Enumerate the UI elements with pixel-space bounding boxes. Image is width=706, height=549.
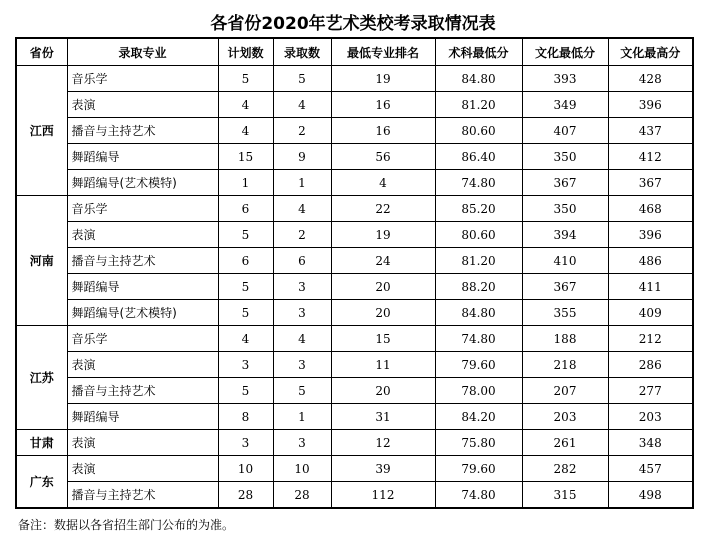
header-min-culture-score: 文化最低分 bbox=[522, 38, 608, 66]
major-cell: 表演 bbox=[67, 456, 218, 482]
major-cell: 表演 bbox=[67, 352, 218, 378]
min-culture-score-cell: 282 bbox=[522, 456, 608, 482]
header-max-culture-score: 文化最高分 bbox=[608, 38, 693, 66]
min-rank-cell: 20 bbox=[331, 378, 435, 404]
plan-cell: 1 bbox=[218, 170, 273, 196]
min-culture-score-cell: 207 bbox=[522, 378, 608, 404]
min-culture-score-cell: 349 bbox=[522, 92, 608, 118]
plan-cell: 15 bbox=[218, 144, 273, 170]
admitted-cell: 2 bbox=[273, 222, 331, 248]
min-culture-score-cell: 350 bbox=[522, 196, 608, 222]
min-art-score-cell: 84.80 bbox=[435, 300, 522, 326]
plan-cell: 5 bbox=[218, 300, 273, 326]
min-rank-cell: 20 bbox=[331, 274, 435, 300]
plan-cell: 5 bbox=[218, 222, 273, 248]
min-rank-cell: 22 bbox=[331, 196, 435, 222]
header-plan: 计划数 bbox=[218, 38, 273, 66]
min-rank-cell: 12 bbox=[331, 430, 435, 456]
table-row bbox=[16, 248, 693, 274]
plan-cell: 5 bbox=[218, 66, 273, 92]
max-culture-score-cell: 286 bbox=[608, 352, 693, 378]
max-culture-score-cell: 437 bbox=[608, 118, 693, 144]
header-min-art-score: 术科最低分 bbox=[435, 38, 522, 66]
min-art-score-cell: 88.20 bbox=[435, 274, 522, 300]
min-culture-score-cell: 407 bbox=[522, 118, 608, 144]
major-cell: 播音与主持艺术 bbox=[67, 482, 218, 509]
major-cell: 舞蹈编导(艺术模特) bbox=[67, 300, 218, 326]
min-rank-cell: 19 bbox=[331, 66, 435, 92]
min-art-score-cell: 81.20 bbox=[435, 248, 522, 274]
min-art-score-cell: 79.60 bbox=[435, 352, 522, 378]
min-culture-score-cell: 410 bbox=[522, 248, 608, 274]
admitted-cell: 28 bbox=[273, 482, 331, 509]
min-culture-score-cell: 367 bbox=[522, 170, 608, 196]
min-art-score-cell: 74.80 bbox=[435, 170, 522, 196]
province-cell: 江西 bbox=[16, 66, 67, 196]
plan-cell: 6 bbox=[218, 248, 273, 274]
min-rank-cell: 31 bbox=[331, 404, 435, 430]
plan-cell: 8 bbox=[218, 404, 273, 430]
table-row bbox=[16, 326, 693, 352]
province-cell: 江苏 bbox=[16, 326, 67, 430]
table-row bbox=[16, 118, 693, 144]
min-rank-cell: 19 bbox=[331, 222, 435, 248]
min-art-score-cell: 79.60 bbox=[435, 456, 522, 482]
admitted-cell: 5 bbox=[273, 66, 331, 92]
min-art-score-cell: 84.20 bbox=[435, 404, 522, 430]
table-row bbox=[16, 482, 693, 509]
major-cell: 播音与主持艺术 bbox=[67, 378, 218, 404]
max-culture-score-cell: 428 bbox=[608, 66, 693, 92]
max-culture-score-cell: 486 bbox=[608, 248, 693, 274]
admitted-cell: 3 bbox=[273, 300, 331, 326]
province-cell: 河南 bbox=[16, 196, 67, 326]
min-rank-cell: 56 bbox=[331, 144, 435, 170]
admitted-cell: 4 bbox=[273, 92, 331, 118]
max-culture-score-cell: 498 bbox=[608, 482, 693, 509]
table-body bbox=[16, 66, 693, 509]
min-rank-cell: 24 bbox=[331, 248, 435, 274]
min-rank-cell: 11 bbox=[331, 352, 435, 378]
min-art-score-cell: 75.80 bbox=[435, 430, 522, 456]
table-row bbox=[16, 92, 693, 118]
header-min-rank: 最低专业排名 bbox=[331, 38, 435, 66]
min-culture-score-cell: 393 bbox=[522, 66, 608, 92]
admitted-cell: 4 bbox=[273, 196, 331, 222]
admitted-cell: 2 bbox=[273, 118, 331, 144]
major-cell: 播音与主持艺术 bbox=[67, 248, 218, 274]
admitted-cell: 6 bbox=[273, 248, 331, 274]
major-cell: 表演 bbox=[67, 92, 218, 118]
province-cell: 广东 bbox=[16, 456, 67, 509]
min-rank-cell: 15 bbox=[331, 326, 435, 352]
min-art-score-cell: 74.80 bbox=[435, 482, 522, 509]
province-cell: 甘肃 bbox=[16, 430, 67, 456]
admitted-cell: 4 bbox=[273, 326, 331, 352]
admitted-cell: 5 bbox=[273, 378, 331, 404]
admitted-cell: 3 bbox=[273, 352, 331, 378]
major-cell: 舞蹈编导 bbox=[67, 274, 218, 300]
max-culture-score-cell: 396 bbox=[608, 92, 693, 118]
min-art-score-cell: 78.00 bbox=[435, 378, 522, 404]
min-rank-cell: 20 bbox=[331, 300, 435, 326]
major-cell: 舞蹈编导 bbox=[67, 404, 218, 430]
table-row bbox=[16, 300, 693, 326]
min-culture-score-cell: 367 bbox=[522, 274, 608, 300]
table-row bbox=[16, 404, 693, 430]
table-row bbox=[16, 170, 693, 196]
plan-cell: 4 bbox=[218, 326, 273, 352]
major-cell: 播音与主持艺术 bbox=[67, 118, 218, 144]
admitted-cell: 1 bbox=[273, 170, 331, 196]
admitted-cell: 3 bbox=[273, 430, 331, 456]
min-culture-score-cell: 315 bbox=[522, 482, 608, 509]
header-major: 录取专业 bbox=[67, 38, 218, 66]
min-culture-score-cell: 261 bbox=[522, 430, 608, 456]
plan-cell: 5 bbox=[218, 378, 273, 404]
min-art-score-cell: 80.60 bbox=[435, 222, 522, 248]
min-art-score-cell: 86.40 bbox=[435, 144, 522, 170]
major-cell: 舞蹈编导(艺术模特) bbox=[67, 170, 218, 196]
min-art-score-cell: 81.20 bbox=[435, 92, 522, 118]
plan-cell: 28 bbox=[218, 482, 273, 509]
min-rank-cell: 4 bbox=[331, 170, 435, 196]
max-culture-score-cell: 203 bbox=[608, 404, 693, 430]
min-culture-score-cell: 350 bbox=[522, 144, 608, 170]
min-rank-cell: 16 bbox=[331, 118, 435, 144]
header-province: 省份 bbox=[16, 38, 67, 66]
table-row bbox=[16, 66, 693, 92]
min-culture-score-cell: 188 bbox=[522, 326, 608, 352]
admitted-cell: 3 bbox=[273, 274, 331, 300]
table-row bbox=[16, 352, 693, 378]
table-row bbox=[16, 378, 693, 404]
table-row bbox=[16, 456, 693, 482]
admission-table bbox=[15, 37, 694, 509]
min-art-score-cell: 74.80 bbox=[435, 326, 522, 352]
plan-cell: 3 bbox=[218, 430, 273, 456]
min-culture-score-cell: 203 bbox=[522, 404, 608, 430]
plan-cell: 6 bbox=[218, 196, 273, 222]
max-culture-score-cell: 412 bbox=[608, 144, 693, 170]
plan-cell: 10 bbox=[218, 456, 273, 482]
major-cell: 表演 bbox=[67, 222, 218, 248]
plan-cell: 4 bbox=[218, 92, 273, 118]
min-rank-cell: 16 bbox=[331, 92, 435, 118]
max-culture-score-cell: 409 bbox=[608, 300, 693, 326]
max-culture-score-cell: 396 bbox=[608, 222, 693, 248]
max-culture-score-cell: 367 bbox=[608, 170, 693, 196]
plan-cell: 4 bbox=[218, 118, 273, 144]
plan-cell: 5 bbox=[218, 274, 273, 300]
major-cell: 音乐学 bbox=[67, 196, 218, 222]
header-admitted: 录取数 bbox=[273, 38, 331, 66]
major-cell: 舞蹈编导 bbox=[67, 144, 218, 170]
admitted-cell: 1 bbox=[273, 404, 331, 430]
max-culture-score-cell: 277 bbox=[608, 378, 693, 404]
plan-cell: 3 bbox=[218, 352, 273, 378]
max-culture-score-cell: 212 bbox=[608, 326, 693, 352]
min-art-score-cell: 84.80 bbox=[435, 66, 522, 92]
max-culture-score-cell: 457 bbox=[608, 456, 693, 482]
min-art-score-cell: 80.60 bbox=[435, 118, 522, 144]
min-culture-score-cell: 394 bbox=[522, 222, 608, 248]
table-row bbox=[16, 430, 693, 456]
table-title: 各省份2020年艺术类校考录取情况表 bbox=[210, 14, 496, 34]
major-cell: 表演 bbox=[67, 430, 218, 456]
admitted-cell: 9 bbox=[273, 144, 331, 170]
table-row bbox=[16, 274, 693, 300]
table-row bbox=[16, 222, 693, 248]
max-culture-score-cell: 348 bbox=[608, 430, 693, 456]
min-rank-cell: 39 bbox=[331, 456, 435, 482]
min-culture-score-cell: 218 bbox=[522, 352, 608, 378]
min-art-score-cell: 85.20 bbox=[435, 196, 522, 222]
major-cell: 音乐学 bbox=[67, 66, 218, 92]
min-rank-cell: 112 bbox=[331, 482, 435, 509]
table-row bbox=[16, 196, 693, 222]
max-culture-score-cell: 411 bbox=[608, 274, 693, 300]
min-culture-score-cell: 355 bbox=[522, 300, 608, 326]
max-culture-score-cell: 468 bbox=[608, 196, 693, 222]
table-row bbox=[16, 144, 693, 170]
major-cell: 音乐学 bbox=[67, 326, 218, 352]
admitted-cell: 10 bbox=[273, 456, 331, 482]
footnote: 备注：数据以各省招生部门公布的为准。 bbox=[18, 518, 235, 532]
header-row bbox=[16, 38, 693, 66]
